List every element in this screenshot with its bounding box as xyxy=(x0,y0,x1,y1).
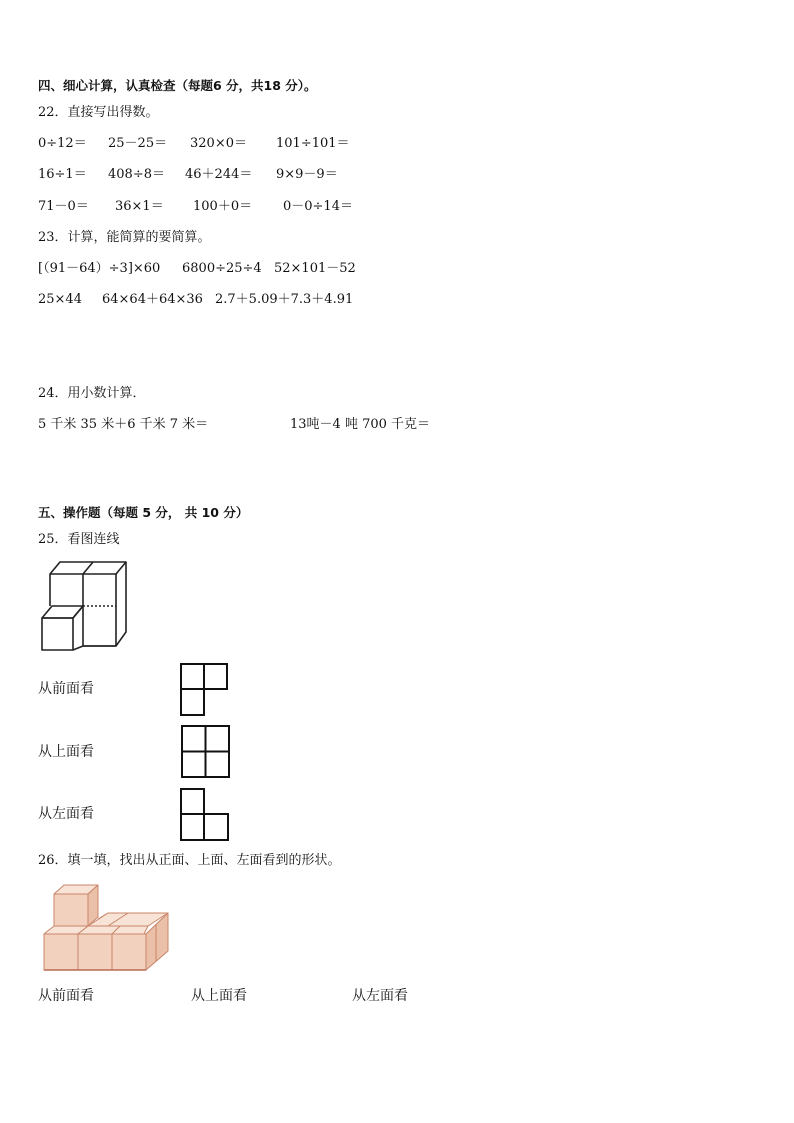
calc-item: 0÷12＝ xyxy=(38,136,87,151)
calc-item: 100＋0＝ xyxy=(193,199,253,214)
cube-solid-figure xyxy=(38,558,130,654)
colored-cube-figure xyxy=(42,883,172,973)
view-label-front: 从前面看 xyxy=(38,681,94,697)
calc-item: 46＋244＝ xyxy=(185,167,253,182)
calc-item: 25－25＝ xyxy=(108,136,168,151)
section-5-heading: 五、操作题（每题 5 分， 共 10 分） xyxy=(38,505,249,520)
question-22-title: 22．直接写出得数。 xyxy=(38,105,159,120)
calc-item: 2.7＋5.09＋7.3＋4.91 xyxy=(215,292,354,307)
question-25-title: 25．看图连线 xyxy=(38,532,120,547)
question-26-title: 26．填一填，找出从正面、上面、左面看到的形状。 xyxy=(38,853,341,868)
calc-item: 9×9－9＝ xyxy=(276,167,338,182)
calc-item: 13吨－4 吨 700 千克＝ xyxy=(290,417,431,432)
calc-item: 25×44 xyxy=(38,292,82,307)
calc-item: 36×1＝ xyxy=(115,199,164,214)
view-label-left: 从左面看 xyxy=(38,806,94,822)
calc-item: 6800÷25÷4 xyxy=(182,261,262,276)
calc-item: 52×101－52 xyxy=(274,261,356,276)
calc-item: 101÷101＝ xyxy=(276,136,350,151)
section-4-heading: 四、细心计算，认真检查（每题6 分，共18 分）。 xyxy=(38,78,317,93)
view-label-left: 从左面看 xyxy=(352,988,408,1004)
view-shape-l-bottom xyxy=(180,788,229,841)
question-24-title: 24．用小数计算． xyxy=(38,386,146,401)
view-label-top: 从上面看 xyxy=(191,988,247,1004)
calc-item: 64×64＋64×36 xyxy=(102,292,203,307)
calc-item: 320×0＝ xyxy=(190,136,247,151)
calc-item: 71－0＝ xyxy=(38,199,89,214)
calc-item: 0－0÷14＝ xyxy=(283,199,353,214)
calc-item: [（91－64）÷3]×60 xyxy=(38,261,161,276)
view-label-front: 从前面看 xyxy=(38,988,94,1004)
calc-item: 5 千米 35 米＋6 千米 7 米＝ xyxy=(38,417,209,432)
calc-item: 16÷1＝ xyxy=(38,167,87,182)
calc-item: 408÷8＝ xyxy=(108,167,165,182)
question-23-title: 23．计算，能简算的要简算。 xyxy=(38,230,211,245)
view-label-top: 从上面看 xyxy=(38,744,94,760)
view-shape-l-top xyxy=(180,663,228,716)
view-shape-square xyxy=(181,725,230,778)
